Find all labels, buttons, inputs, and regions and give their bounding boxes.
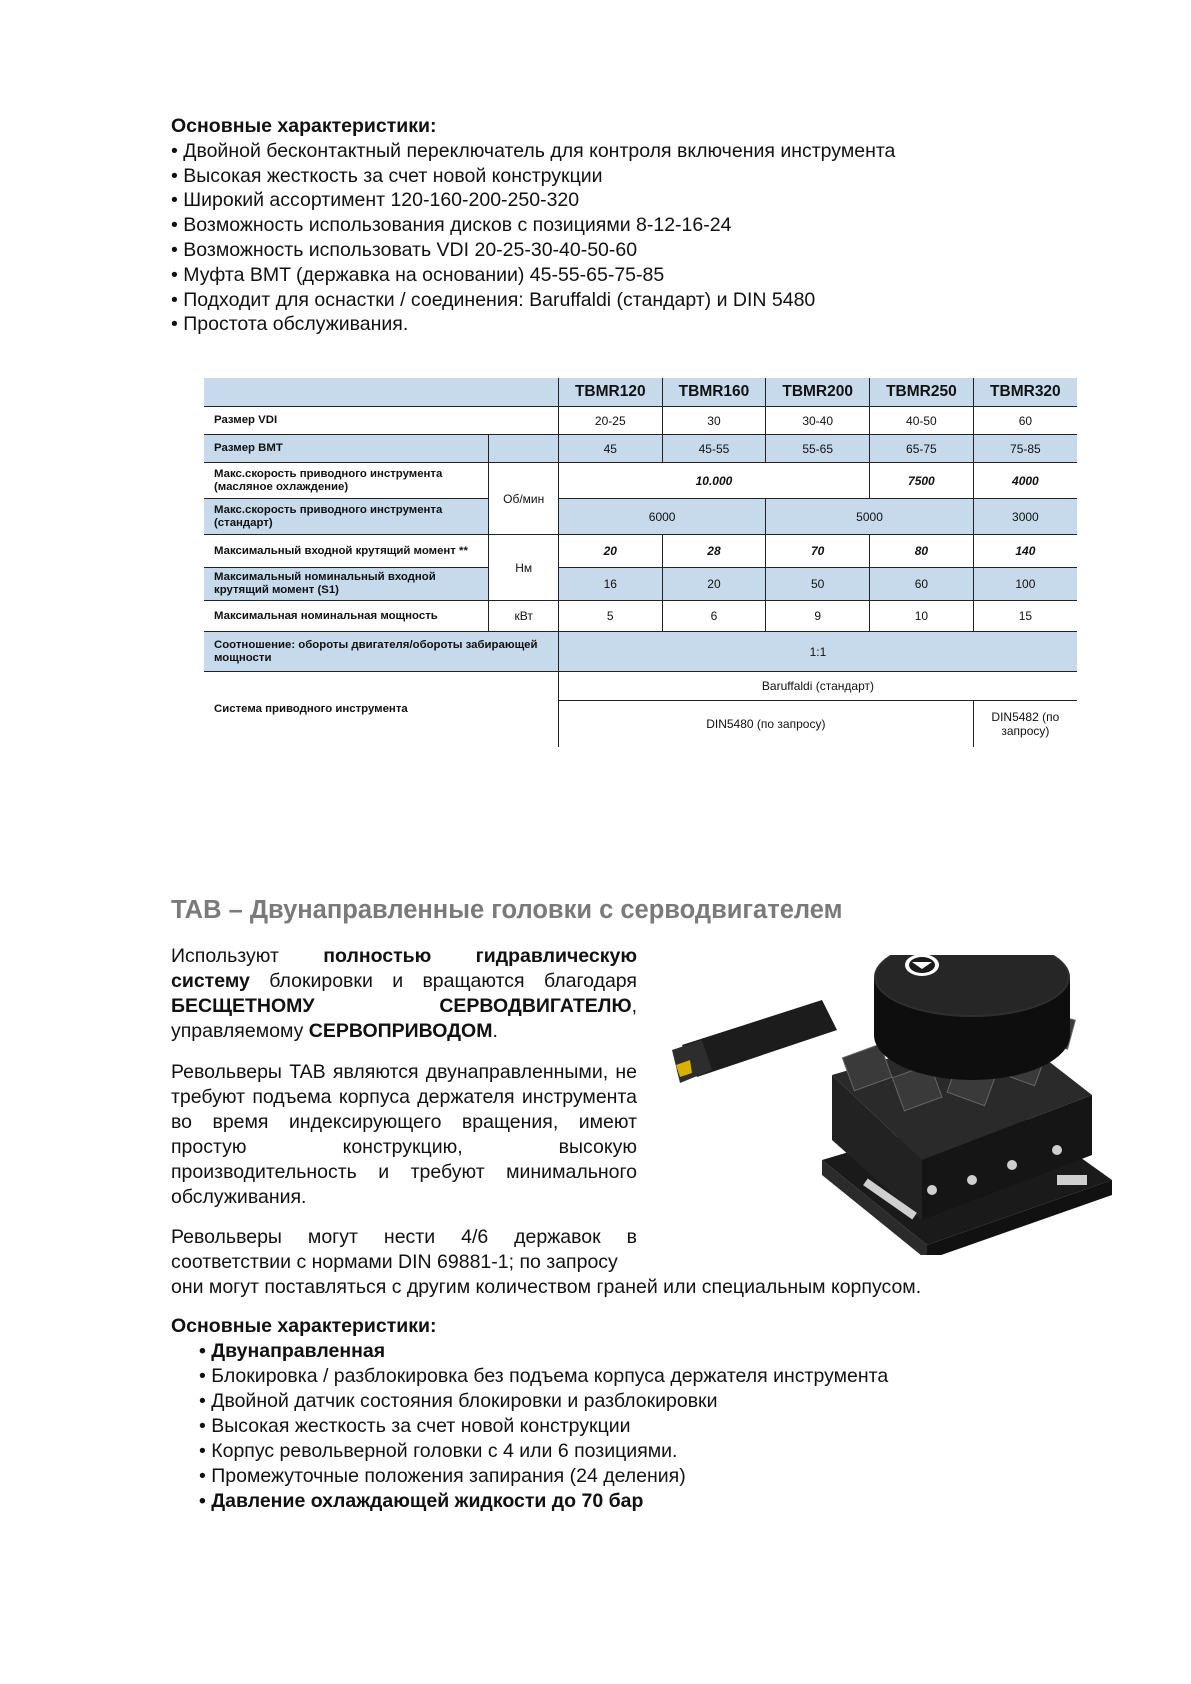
table-cell: 10 [870, 601, 974, 632]
text-run-bold: полностью гидравлическую систему [171, 945, 638, 992]
row-label: Максимальный входной крутящий момент ** [204, 535, 489, 568]
text-run: , управляемому [171, 995, 637, 1042]
table-cell: 20 [558, 535, 662, 568]
model-header: TBMR320 [973, 378, 1077, 407]
text-run-bold: СЕРВОПРИВОДОМ [308, 1020, 493, 1042]
table-header-blank [204, 378, 558, 407]
features-section-2 [171, 1314, 888, 1514]
table-cell: 65-75 [870, 435, 974, 463]
feature-item: • Простота обслуживания. [171, 313, 409, 336]
table-cell: 5000 [766, 499, 973, 535]
table-cell: 20-25 [558, 407, 662, 435]
table-cell: 60 [870, 568, 974, 601]
text-run: . [492, 1020, 498, 1042]
holders-paragraph-end: они могут поставляться с другим количеством граней или специальным корпусом. [171, 1276, 922, 1298]
feature-item: • Корпус револьверной головки с 4 или 6 позициями. [199, 1440, 678, 1462]
table-cell: 80 [870, 535, 974, 568]
table-cell: 45-55 [662, 435, 766, 463]
model-header: TBMR120 [558, 378, 662, 407]
row-label: Макс.скорость приводного инструмента (стандарт) [204, 499, 489, 535]
table-cell: 30 [662, 407, 766, 435]
table-cell: 30-40 [766, 407, 870, 435]
text-run: Используют [171, 945, 324, 967]
description-paragraph: Револьверы TAB являются двунаправленными, не требуют подъема корпуса держателя инструмента во время индексирующего вращения, имеют простую конструкцию, высокую производительность и требуют минимального обслуживания. [171, 1061, 637, 1208]
feature-item: • Двунаправленная [199, 1340, 386, 1362]
intro-paragraph [171, 944, 637, 1044]
model-header: TBMR200 [766, 378, 870, 407]
feature-item: • Возможность использования дисков с позициями 8-12-16-24 [171, 214, 732, 237]
row-label: Соотношение: обороты двигателя/обороты забирающей мощности [204, 632, 558, 672]
model-header: TBMR160 [662, 378, 766, 407]
table-header-row [204, 378, 1077, 407]
feature-item: • Давление охлаждающей жидкости до 70 бар [199, 1490, 644, 1512]
table-cell: 10.000 [558, 463, 869, 499]
feature-item: • Подходит для оснастки / соединения: Baruffaldi (стандарт) и DIN 5480 [171, 288, 816, 311]
table-cell: 100 [973, 568, 1077, 601]
section-title: TAB – Двунаправленные головки с серводвигателем [171, 896, 843, 924]
table-cell: 4000 [973, 463, 1077, 499]
feature-item: • Двойной бесконтактный переключатель для контроля включения инструмента [171, 139, 896, 162]
features-heading-2: Основные характеристики: [171, 1315, 437, 1337]
table-cell: 55-65 [766, 435, 870, 463]
table-cell: 6000 [558, 499, 765, 535]
turret-product-image [672, 955, 1127, 1255]
table-cell-empty [489, 435, 558, 463]
text-run: блокировки и вращаются благодаря [249, 970, 637, 992]
unit-cell: Об/мин [489, 463, 558, 535]
table-row [204, 499, 1077, 535]
feature-item: • Широкий ассортимент 120-160-200-250-320 [171, 189, 580, 212]
table-cell: 16 [558, 568, 662, 601]
features-section-1 [171, 114, 1031, 337]
row-label: Система приводного инструмента [214, 702, 408, 715]
model-header: TBMR250 [870, 378, 974, 407]
table-cell: 20 [662, 568, 766, 601]
feature-item: • Двойной датчик состояния блокировки и разблокировки [199, 1390, 718, 1412]
table-cell: 1:1 [558, 632, 1077, 672]
table-cell: 50 [766, 568, 870, 601]
row-label: Макс.скорость приводного инструмента (масляное охлаждение) [204, 463, 489, 499]
table-cell: 3000 [973, 499, 1077, 535]
row-label: Размер VDI [204, 407, 558, 435]
table-cell: 28 [662, 535, 766, 568]
table-row [204, 568, 1077, 601]
table-cell: 45 [558, 435, 662, 463]
table-row [204, 535, 1077, 568]
feature-item: • Возможность использовать VDI 20-25-30-40-50-60 [171, 238, 638, 261]
row-label: Максимальная номинальная мощность [204, 601, 489, 632]
holders-paragraph: Револьверы могут нести 4/6 державок в соответствии с нормами DIN 69881-1; по запросу [171, 1226, 637, 1273]
table-cell: 9 [766, 601, 870, 632]
text-run-bold: БЕСЩЕТНОМУ СЕРВОДВИГАТЕЛЮ [171, 995, 632, 1017]
table-cell: 140 [973, 535, 1077, 568]
table-cell: DIN5480 (по запросу) [558, 701, 973, 747]
row-label: Максимальный номинальный входной крутящий момент (S1) [204, 568, 489, 601]
row-label: Размер BMT [204, 435, 489, 463]
table-row [204, 632, 1077, 672]
feature-item: • Высокая жесткость за счет новой конструкции [171, 164, 603, 187]
table-row [204, 672, 1077, 701]
table-cell: 70 [766, 535, 870, 568]
table-cell: 5 [558, 601, 662, 632]
unit-cell: кВт [489, 601, 558, 632]
table-row [204, 601, 1077, 632]
table-row [204, 463, 1077, 499]
feature-item: • Промежуточные положения запирания (24 деления) [199, 1465, 686, 1487]
table-cell: 6 [662, 601, 766, 632]
feature-item: • Муфта BMT (державка на основании) 45-55-65-75-85 [171, 263, 665, 286]
table-cell: DIN5482 (по запросу) [973, 701, 1077, 747]
feature-item: • Блокировка / разблокировка без подъема корпуса держателя инструмента [199, 1365, 889, 1387]
table-cell: 60 [973, 407, 1077, 435]
table-cell: 75-85 [973, 435, 1077, 463]
features-heading-1: Основные характеристики: [171, 115, 437, 137]
table-cell: Baruffaldi (стандарт) [558, 672, 1077, 701]
feature-item: • Высокая жесткость за счет новой конструкции [199, 1415, 631, 1437]
table-cell: 40-50 [870, 407, 974, 435]
table-cell: 7500 [870, 463, 974, 499]
table-row [204, 435, 1077, 463]
table-row [204, 407, 1077, 435]
unit-cell: Нм [489, 535, 558, 601]
spec-table [204, 378, 1077, 747]
table-cell: 15 [973, 601, 1077, 632]
